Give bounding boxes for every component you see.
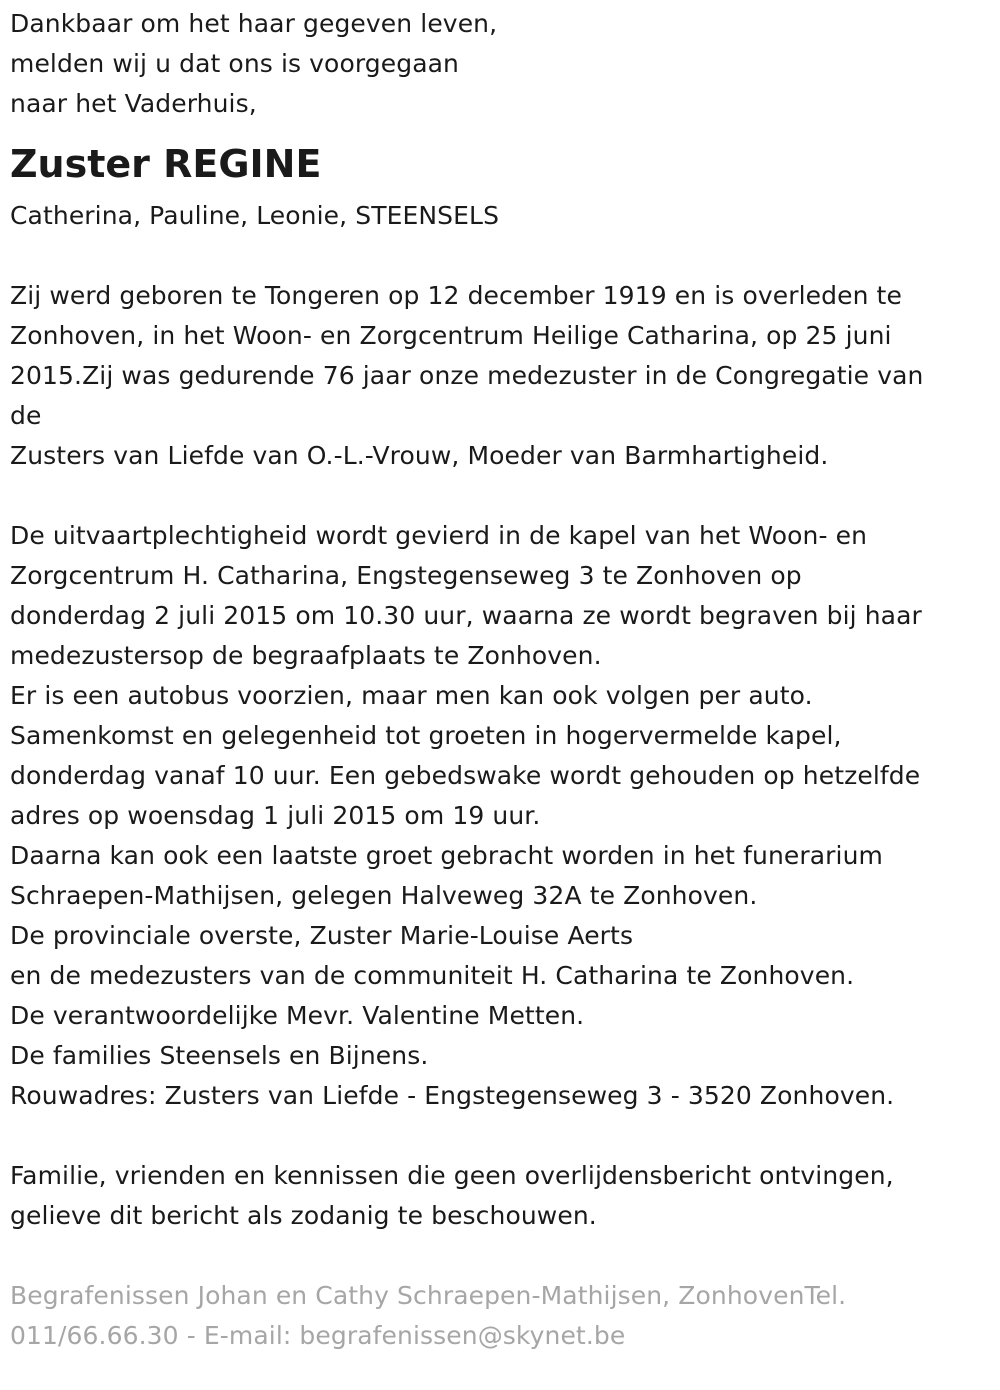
bio-line: Zusters van Liefde van O.-L.-Vrouw, Moeder van Barmhartigheid. [10, 441, 829, 470]
ceremony-line: De families Steensels en Bijnens. [10, 1041, 429, 1070]
ceremony-line: en de medezusters van de communiteit H. Catharina te Zonhoven. [10, 961, 855, 990]
bio-section [10, 276, 985, 476]
footer-line: Begrafenissen Johan en Cathy Schraepen-Mathijsen, ZonhovenTel. [10, 1281, 847, 1310]
closing-line: gelieve dit bericht als zodanig te beschouwen. [10, 1201, 597, 1230]
ceremony-line: Daarna kan ook een laatste groet gebracht worden in het funerarium [10, 841, 884, 870]
bio-line: Zij werd geboren te Tongeren op 12 december 1919 en is overleden te [10, 281, 902, 310]
footer-line: 011/66.66.30 - E-mail: begrafenissen@skynet.be [10, 1321, 626, 1350]
intro-section [10, 4, 985, 124]
ceremony-line: medezustersop de begraafplaats te Zonhoven. [10, 641, 602, 670]
ceremony-line: De uitvaartplechtigheid wordt gevierd in de kapel van het Woon- en [10, 521, 868, 550]
spacer [10, 1116, 985, 1156]
closing-section [10, 1156, 985, 1236]
bio-line: Zonhoven, in het Woon- en Zorgcentrum Heilige Catharina, op 25 juni [10, 321, 892, 350]
ceremony-line: adres op woensdag 1 juli 2015 om 19 uur. [10, 801, 541, 830]
bio-line: de [10, 401, 42, 430]
spacer [10, 1236, 985, 1276]
ceremony-line: De verantwoordelijke Mevr. Valentine Metten. [10, 1001, 585, 1030]
ceremony-line: Er is een autobus voorzien, maar men kan ook volgen per auto. [10, 681, 813, 710]
ceremony-line: Samenkomst en gelegenheid tot groeten in hogervermelde kapel, [10, 721, 842, 750]
ceremony-line: De provinciale overste, Zuster Marie-Louise Aerts [10, 921, 634, 950]
obituary-notice [10, 4, 985, 1356]
deceased-name: Zuster REGINE [10, 142, 322, 186]
deceased-full-name: Catherina, Pauline, Leonie, STEENSELS [10, 201, 500, 230]
intro-line: Dankbaar om het haar gegeven leven, [10, 9, 498, 38]
ceremony-section [10, 516, 985, 1116]
spacer [10, 476, 985, 516]
funeral-home-footer [10, 1276, 985, 1356]
closing-line: Familie, vrienden en kennissen die geen overlijdensbericht ontvingen, [10, 1161, 894, 1190]
ceremony-line: donderdag vanaf 10 uur. Een gebedswake wordt gehouden op hetzelfde [10, 761, 921, 790]
spacer [10, 236, 985, 276]
intro-line: naar het Vaderhuis, [10, 89, 257, 118]
bio-line: 2015.Zij was gedurende 76 jaar onze medezuster in de Congregatie van [10, 361, 924, 390]
intro-line: melden wij u dat ons is voorgegaan [10, 49, 459, 78]
ceremony-line: Schraepen-Mathijsen, gelegen Halveweg 32A te Zonhoven. [10, 881, 758, 910]
ceremony-line: Zorgcentrum H. Catharina, Engstegenseweg 3 te Zonhoven op [10, 561, 802, 590]
ceremony-line: Rouwadres: Zusters van Liefde - Engstegenseweg 3 - 3520 Zonhoven. [10, 1081, 895, 1110]
ceremony-line: donderdag 2 juli 2015 om 10.30 uur, waarna ze wordt begraven bij haar [10, 601, 922, 630]
